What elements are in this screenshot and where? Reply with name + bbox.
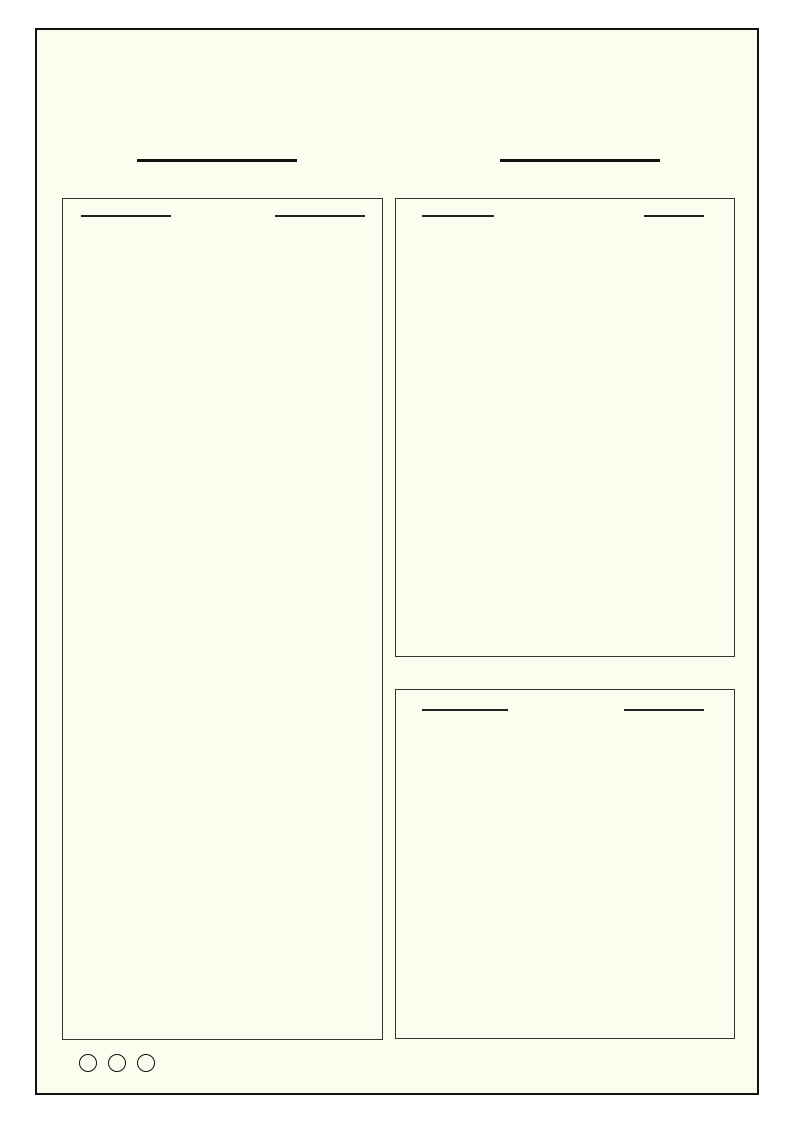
legend-vegan: [108, 1054, 129, 1072]
heading-rule: [644, 215, 704, 217]
mains-panel: [62, 198, 383, 1040]
pub-classics-heading: [396, 205, 734, 225]
title-rule-left: [137, 159, 297, 162]
burgers-heading: [396, 699, 734, 719]
heading-rule: [624, 709, 704, 711]
heading-rule: [422, 709, 508, 711]
menu-title-row: [37, 132, 757, 186]
legend-vegetarian: [79, 1054, 100, 1072]
vegan-badge-icon: [108, 1054, 126, 1072]
heading-rule: [275, 215, 365, 217]
legend-gluten-free: [137, 1054, 158, 1072]
mains-heading: [63, 205, 382, 225]
menu-page: [35, 28, 759, 1095]
footer: [37, 1048, 757, 1088]
pub-classics-panel: [395, 198, 735, 657]
burgers-panel: [395, 689, 735, 1039]
dietary-legend: [79, 1054, 166, 1072]
heading-rule: [81, 215, 171, 217]
vegetarian-badge-icon: [79, 1054, 97, 1072]
heading-rule: [422, 215, 494, 217]
title-rule-right: [500, 159, 660, 162]
gluten-free-badge-icon: [137, 1054, 155, 1072]
